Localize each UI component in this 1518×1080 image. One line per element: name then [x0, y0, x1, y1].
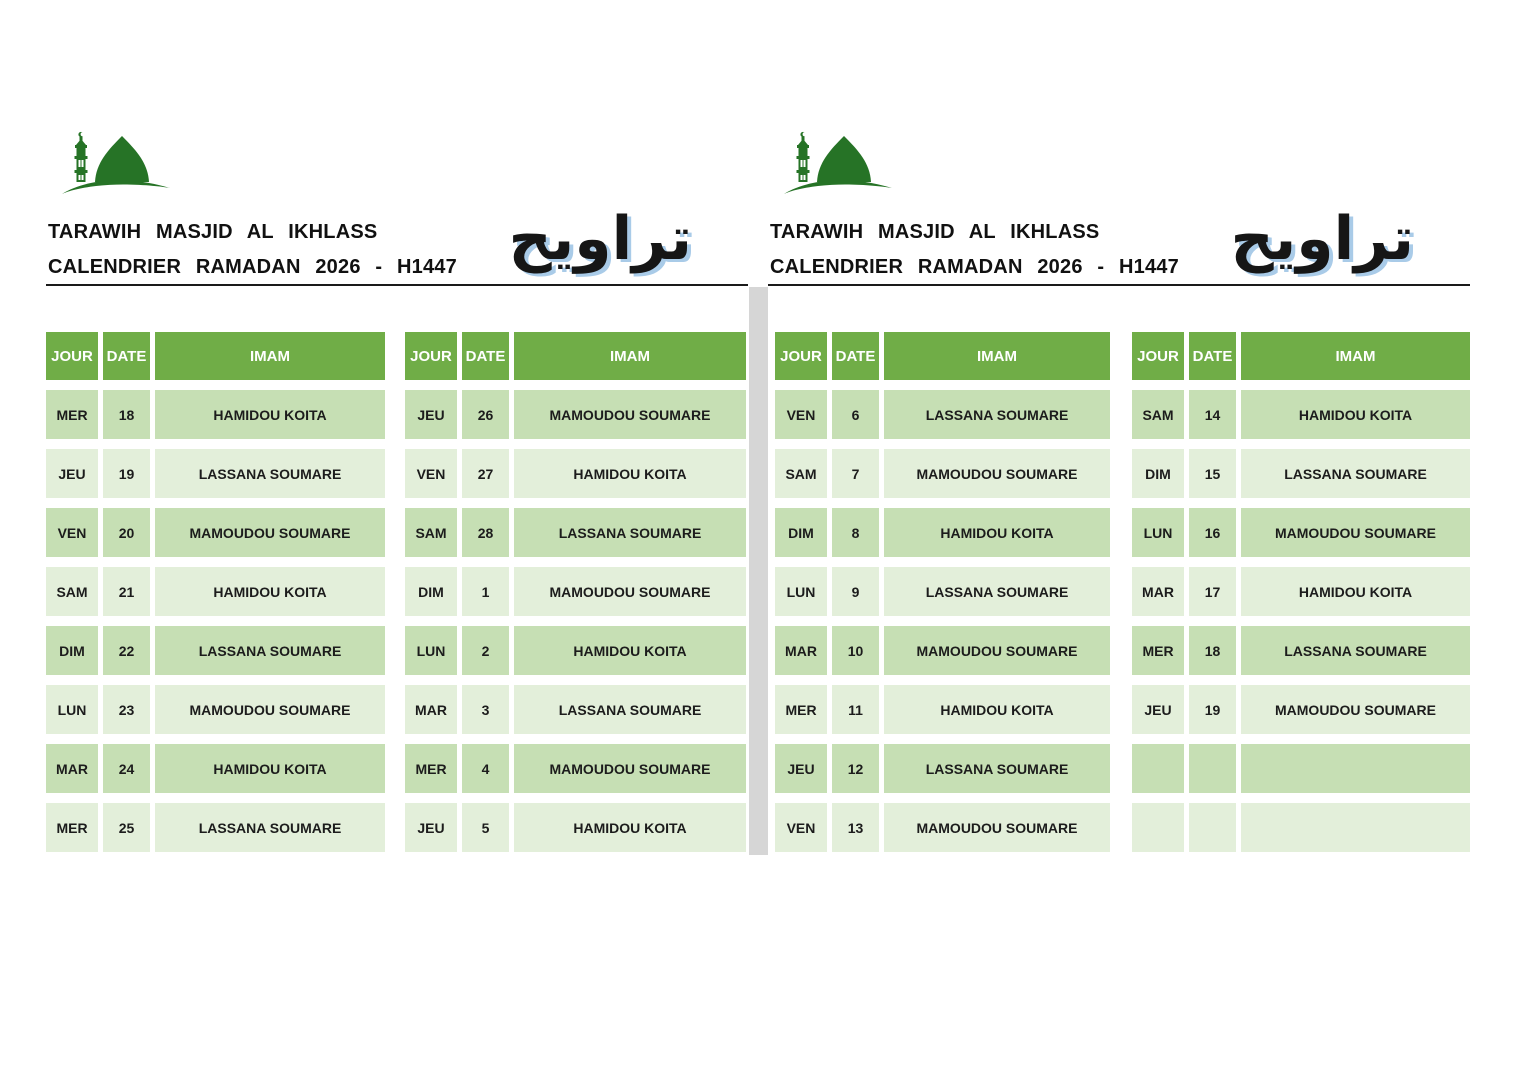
table-row	[775, 567, 1110, 616]
imam-cell: HAMIDOU KOITA	[514, 449, 746, 498]
table-row	[775, 508, 1110, 557]
day-cell: LUN	[775, 567, 827, 616]
date-cell: 19	[1189, 685, 1236, 734]
table-row	[46, 390, 385, 439]
table-row	[405, 744, 746, 793]
imam-cell: HAMIDOU KOITA	[514, 803, 746, 852]
imam-cell: HAMIDOU KOITA	[884, 685, 1110, 734]
date-cell: 5	[462, 803, 509, 852]
imam-cell: MAMOUDOU SOUMARE	[514, 567, 746, 616]
page-subtitle: CALENDRIER RAMADAN 2026 - H1447	[770, 256, 1179, 278]
imam-cell: MAMOUDOU SOUMARE	[514, 744, 746, 793]
day-cell: MER	[46, 390, 98, 439]
day-cell: SAM	[775, 449, 827, 498]
table-row	[775, 685, 1110, 734]
date-cell: 28	[462, 508, 509, 557]
day-cell: SAM	[405, 508, 457, 557]
date-cell: 11	[832, 685, 879, 734]
table-row	[405, 626, 746, 675]
table-row	[1132, 449, 1470, 498]
table-row	[405, 449, 746, 498]
day-cell: SAM	[1132, 390, 1184, 439]
date-cell: 21	[103, 567, 150, 616]
day-cell: JEU	[405, 803, 457, 852]
table-row	[46, 449, 385, 498]
day-cell: DIM	[775, 508, 827, 557]
date-cell: 9	[832, 567, 879, 616]
calendar-table-week-4	[1132, 332, 1470, 852]
date-cell: 3	[462, 685, 509, 734]
date-cell: 20	[103, 508, 150, 557]
column-header-date: DATE	[832, 332, 879, 380]
day-cell: MER	[405, 744, 457, 793]
day-cell: MER	[46, 803, 98, 852]
column-header-jour: JOUR	[46, 332, 98, 380]
table-row	[46, 567, 385, 616]
table-row	[1132, 567, 1470, 616]
date-cell: 14	[1189, 390, 1236, 439]
date-cell: 2	[462, 626, 509, 675]
page-subtitle: CALENDRIER RAMADAN 2026 - H1447	[48, 256, 457, 278]
imam-cell	[1241, 744, 1470, 793]
table-row	[405, 508, 746, 557]
calendar-table-week-2	[405, 332, 746, 852]
day-cell: VEN	[775, 803, 827, 852]
imam-cell: MAMOUDOU SOUMARE	[1241, 508, 1470, 557]
imam-cell: MAMOUDOU SOUMARE	[514, 390, 746, 439]
date-cell: 16	[1189, 508, 1236, 557]
imam-cell: HAMIDOU KOITA	[155, 567, 385, 616]
day-cell	[1132, 803, 1184, 852]
date-cell: 7	[832, 449, 879, 498]
day-cell: LUN	[46, 685, 98, 734]
date-cell: 18	[1189, 626, 1236, 675]
date-cell: 13	[832, 803, 879, 852]
date-cell: 17	[1189, 567, 1236, 616]
table-row	[775, 626, 1110, 675]
imam-cell: LASSANA SOUMARE	[514, 508, 746, 557]
day-cell: DIM	[1132, 449, 1184, 498]
day-cell: LUN	[1132, 508, 1184, 557]
mosque-icon	[58, 130, 173, 202]
date-cell: 26	[462, 390, 509, 439]
imam-cell: LASSANA SOUMARE	[1241, 449, 1470, 498]
header-title-right	[770, 220, 1190, 279]
table-row	[46, 803, 385, 852]
day-cell: MAR	[775, 626, 827, 675]
date-cell: 6	[832, 390, 879, 439]
table-row	[46, 626, 385, 675]
header-rule	[768, 284, 1470, 286]
day-cell: MAR	[1132, 567, 1184, 616]
table-row	[1132, 626, 1470, 675]
table-row	[46, 508, 385, 557]
date-cell: 27	[462, 449, 509, 498]
arabic-calligraphy-tarawih: تراويح	[1230, 204, 1414, 274]
date-cell: 8	[832, 508, 879, 557]
column-header-imam: IMAM	[1241, 332, 1470, 380]
imam-cell: LASSANA SOUMARE	[155, 803, 385, 852]
imam-cell: LASSANA SOUMARE	[155, 626, 385, 675]
table-row	[405, 390, 746, 439]
column-header-date: DATE	[1189, 332, 1236, 380]
day-cell: DIM	[46, 626, 98, 675]
table-header-row	[775, 332, 1110, 380]
page-fold-divider	[749, 287, 768, 855]
date-cell: 24	[103, 744, 150, 793]
calendar-table-week-3	[775, 332, 1110, 852]
imam-cell: LASSANA SOUMARE	[1241, 626, 1470, 675]
table-row	[405, 567, 746, 616]
date-cell: 15	[1189, 449, 1236, 498]
date-cell: 4	[462, 744, 509, 793]
column-header-date: DATE	[462, 332, 509, 380]
table-row	[775, 744, 1110, 793]
calendar-table-week-1	[46, 332, 385, 852]
imam-cell: HAMIDOU KOITA	[514, 626, 746, 675]
table-row	[46, 685, 385, 734]
day-cell	[1132, 744, 1184, 793]
date-cell: 1	[462, 567, 509, 616]
date-cell	[1189, 744, 1236, 793]
table-header-row	[405, 332, 746, 380]
mosque-logo	[780, 130, 895, 202]
day-cell: LUN	[405, 626, 457, 675]
column-header-jour: JOUR	[1132, 332, 1184, 380]
imam-cell: MAMOUDOU SOUMARE	[884, 803, 1110, 852]
table-row	[1132, 390, 1470, 439]
column-header-imam: IMAM	[155, 332, 385, 380]
date-cell	[1189, 803, 1236, 852]
day-cell: MER	[1132, 626, 1184, 675]
page-title: TARAWIH MASJID AL IKHLASS	[770, 221, 1100, 243]
imam-cell: MAMOUDOU SOUMARE	[155, 508, 385, 557]
day-cell: MAR	[405, 685, 457, 734]
date-cell: 22	[103, 626, 150, 675]
day-cell: MER	[775, 685, 827, 734]
table-row	[775, 449, 1110, 498]
day-cell: DIM	[405, 567, 457, 616]
imam-cell: MAMOUDOU SOUMARE	[1241, 685, 1470, 734]
imam-cell: LASSANA SOUMARE	[884, 567, 1110, 616]
column-header-imam: IMAM	[514, 332, 746, 380]
table-row	[775, 803, 1110, 852]
column-header-jour: JOUR	[775, 332, 827, 380]
imam-cell: HAMIDOU KOITA	[1241, 567, 1470, 616]
table-header-row	[46, 332, 385, 380]
column-header-imam: IMAM	[884, 332, 1110, 380]
table-header-row	[1132, 332, 1470, 380]
imam-cell: LASSANA SOUMARE	[155, 449, 385, 498]
date-cell: 12	[832, 744, 879, 793]
imam-cell: HAMIDOU KOITA	[155, 744, 385, 793]
imam-cell: LASSANA SOUMARE	[884, 744, 1110, 793]
date-cell: 25	[103, 803, 150, 852]
day-cell: VEN	[46, 508, 98, 557]
header-rule	[46, 284, 748, 286]
table-row	[1132, 744, 1470, 793]
date-cell: 10	[832, 626, 879, 675]
mosque-logo	[58, 130, 173, 202]
day-cell: JEU	[775, 744, 827, 793]
page-title: TARAWIH MASJID AL IKHLASS	[48, 221, 378, 243]
table-row	[405, 803, 746, 852]
table-row	[46, 744, 385, 793]
day-cell: MAR	[46, 744, 98, 793]
day-cell: JEU	[1132, 685, 1184, 734]
mosque-icon	[780, 130, 895, 202]
imam-cell: LASSANA SOUMARE	[514, 685, 746, 734]
table-row	[1132, 508, 1470, 557]
table-row	[1132, 685, 1470, 734]
imam-cell	[1241, 803, 1470, 852]
date-cell: 19	[103, 449, 150, 498]
date-cell: 18	[103, 390, 150, 439]
imam-cell: LASSANA SOUMARE	[884, 390, 1110, 439]
header-title-left	[48, 220, 468, 279]
imam-cell: MAMOUDOU SOUMARE	[884, 626, 1110, 675]
day-cell: JEU	[405, 390, 457, 439]
table-row	[1132, 803, 1470, 852]
day-cell: VEN	[775, 390, 827, 439]
day-cell: VEN	[405, 449, 457, 498]
date-cell: 23	[103, 685, 150, 734]
imam-cell: HAMIDOU KOITA	[155, 390, 385, 439]
table-row	[775, 390, 1110, 439]
arabic-calligraphy-tarawih: تراويح	[508, 204, 692, 274]
column-header-date: DATE	[103, 332, 150, 380]
imam-cell: MAMOUDOU SOUMARE	[155, 685, 385, 734]
table-row	[405, 685, 746, 734]
day-cell: SAM	[46, 567, 98, 616]
imam-cell: HAMIDOU KOITA	[1241, 390, 1470, 439]
column-header-jour: JOUR	[405, 332, 457, 380]
imam-cell: HAMIDOU KOITA	[884, 508, 1110, 557]
day-cell: JEU	[46, 449, 98, 498]
imam-cell: MAMOUDOU SOUMARE	[884, 449, 1110, 498]
